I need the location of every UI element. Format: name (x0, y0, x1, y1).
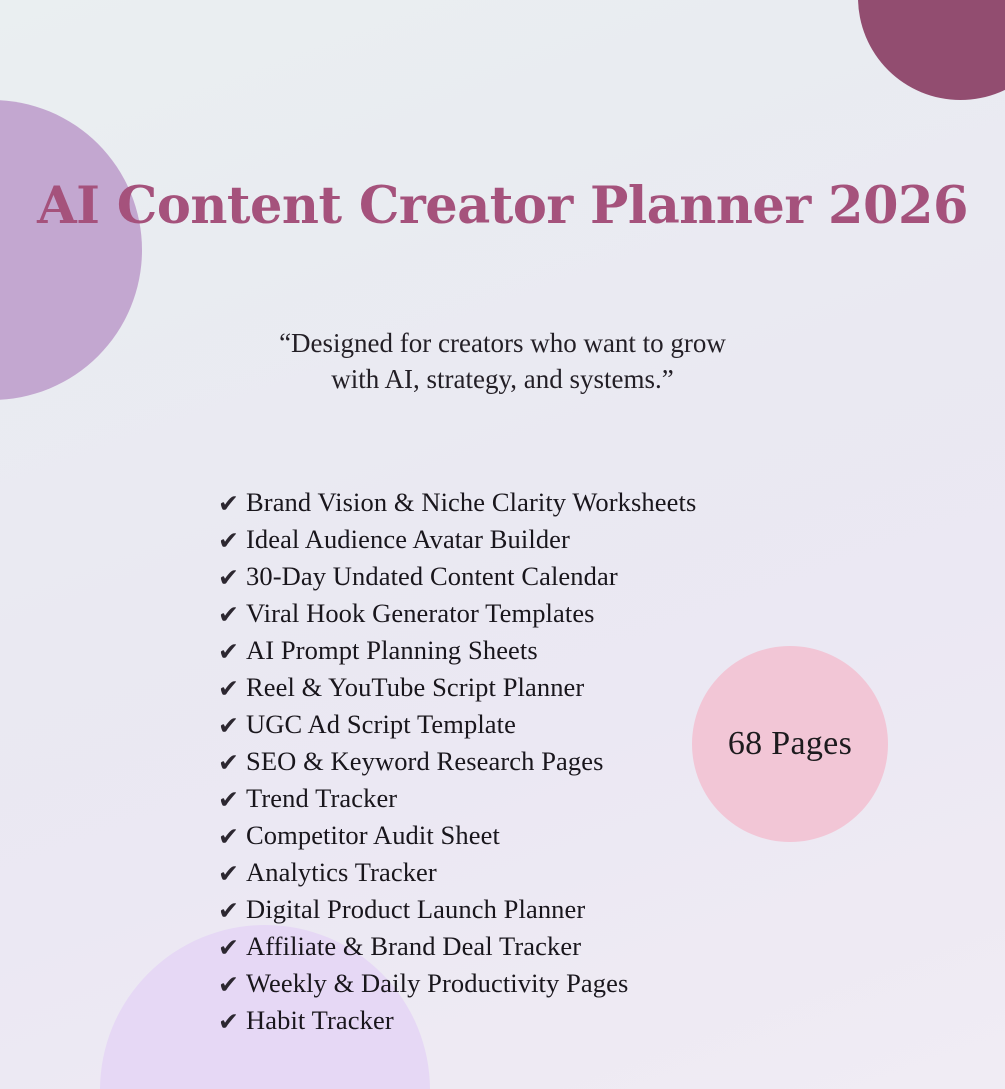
list-item-label: Affiliate & Brand Deal Tracker (246, 931, 582, 961)
poster-subtitle (0, 325, 1005, 398)
list-item-label: Ideal Audience Avatar Builder (246, 524, 570, 554)
check-icon: ✔ (218, 1009, 239, 1036)
list-item (218, 746, 918, 776)
check-icon: ✔ (218, 972, 239, 999)
list-item-label: Trend Tracker (246, 783, 398, 813)
list-item (218, 561, 918, 591)
page-title: AI Content Creator Planner 2026 (37, 176, 968, 236)
list-item (218, 931, 918, 961)
list-item (218, 820, 918, 850)
check-icon: ✔ (218, 935, 239, 962)
check-icon: ✔ (218, 898, 239, 925)
list-item-label: 30-Day Undated Content Calendar (246, 561, 618, 591)
check-icon: ✔ (218, 861, 239, 888)
list-item (218, 1005, 918, 1035)
list-item-label: Competitor Audit Sheet (246, 820, 500, 850)
list-item-label: Analytics Tracker (246, 857, 437, 887)
list-item (218, 968, 918, 998)
list-item (218, 709, 918, 739)
check-icon: ✔ (218, 676, 239, 703)
list-item-label: Habit Tracker (246, 1005, 394, 1035)
subtitle-line-2: with AI, strategy, and systems.” (331, 364, 674, 395)
list-item (218, 857, 918, 887)
check-icon: ✔ (218, 639, 239, 666)
check-icon: ✔ (218, 750, 239, 777)
page-count-label: 68 Pages (727, 725, 853, 762)
list-item (218, 487, 918, 517)
list-item-label: Reel & YouTube Script Planner (246, 672, 585, 702)
list-item-label: SEO & Keyword Research Pages (246, 746, 604, 776)
decorative-circle-top-right (858, 0, 1005, 100)
check-icon: ✔ (218, 602, 239, 629)
check-icon: ✔ (218, 528, 239, 555)
list-item-label: Digital Product Launch Planner (246, 894, 586, 924)
subtitle-line-1: “Designed for creators who want to grow (279, 328, 726, 358)
list-item (218, 894, 918, 924)
check-icon: ✔ (218, 787, 239, 814)
list-item-label: UGC Ad Script Template (246, 709, 516, 739)
list-item (218, 598, 918, 628)
check-icon: ✔ (218, 565, 239, 592)
list-item-label: Brand Vision & Niche Clarity Worksheets (246, 487, 697, 517)
feature-list (218, 487, 918, 1042)
check-icon: ✔ (218, 824, 239, 851)
list-item (218, 672, 918, 702)
check-icon: ✔ (218, 713, 239, 740)
list-item (218, 524, 918, 554)
check-icon: ✔ (218, 491, 239, 518)
list-item-label: AI Prompt Planning Sheets (246, 635, 538, 665)
list-item-label: Viral Hook Generator Templates (246, 598, 595, 628)
list-item (218, 635, 918, 665)
list-item-label: Weekly & Daily Productivity Pages (246, 968, 629, 998)
list-item (218, 783, 918, 813)
